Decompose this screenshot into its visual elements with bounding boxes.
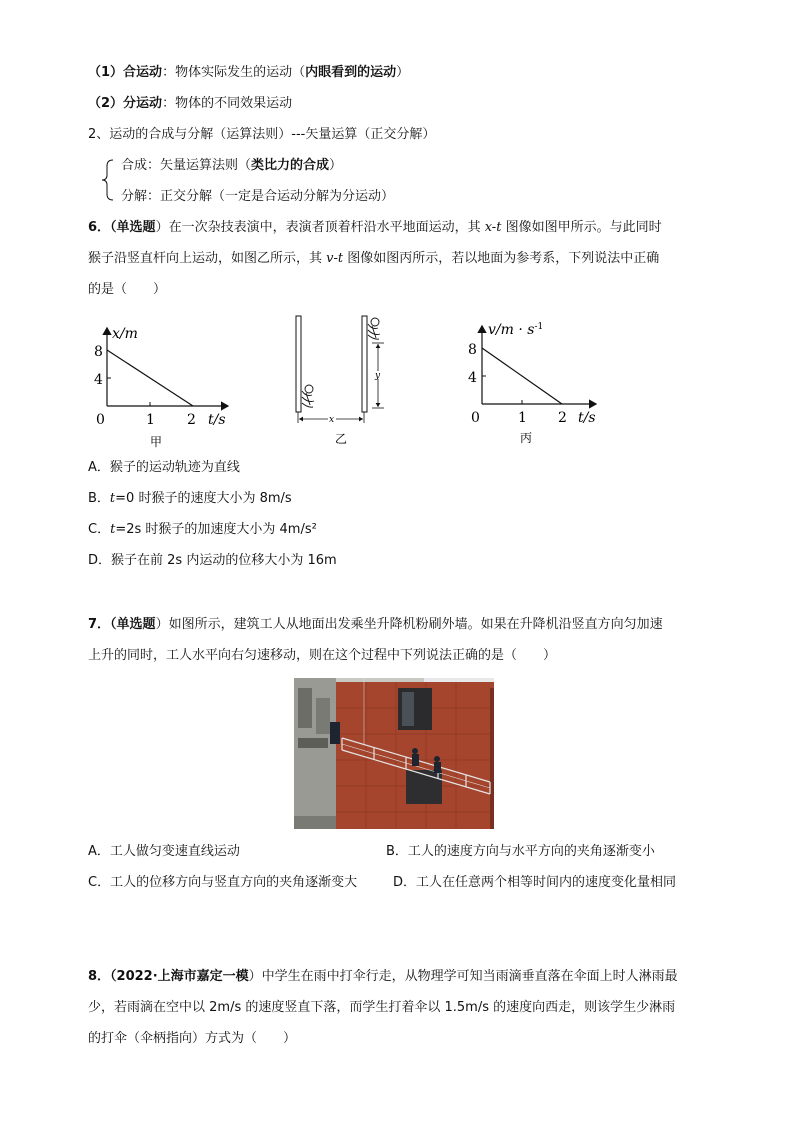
jia-xtick-label-1: 1 <box>146 412 155 428</box>
q8-line-3: 的打伞（伞柄指向）方式为（ ） <box>88 1031 297 1046</box>
q7-option-a: A．工人做匀变速直线运动 <box>88 844 240 859</box>
bing-ylabel-main: v/m · s <box>488 322 535 338</box>
bing-ytick-label-4: 4 <box>468 370 477 386</box>
figure-jia-xt-graph <box>80 318 240 450</box>
q7-line-2: 上升的同时，工人水平向右匀速移动，则在这个过程中下列说法正确的是（ ） <box>88 648 557 663</box>
q7-option-d: D．工人在任意两个相等时间内的速度变化量相同 <box>393 875 677 890</box>
yi-pole-right <box>362 316 367 412</box>
q6-line-2: 猴子沿竖直杆向上运动，如图乙所示，其 v-t 图像如图丙所示，若以地面为参考系，下列说法中正确 <box>88 251 660 266</box>
jia-caption: 甲 <box>150 435 163 449</box>
bing-xtick-label-1: 1 <box>518 410 527 426</box>
q6-line-1: 6．（单选题）在一次杂技表演中，表演者顶着杆沿水平地面运动，其 x-t 图像如图甲所示。与此同时 <box>88 220 662 235</box>
yi-monkey-bottom <box>302 385 314 407</box>
bing-ylabel <box>488 322 543 338</box>
jia-ylabel: x/m <box>112 326 138 342</box>
jia-series-line <box>107 350 193 406</box>
bing-series-line <box>482 348 562 404</box>
yi-caption: 乙 <box>335 432 348 446</box>
photo-window-bottom <box>406 770 442 804</box>
q6-option-b: B．t=0 时猴子的速度大小为 8m/s <box>88 491 292 506</box>
photo-wall-post <box>490 688 494 829</box>
curly-brace <box>101 159 115 201</box>
q7-option-c: C．工人的位移方向与竖直方向的夹角逐渐变大 <box>88 875 358 890</box>
intro-line-1: （1）合运动：物体实际发生的运动（内眼看到的运动） <box>88 65 410 80</box>
building-gondola-photo <box>294 678 494 829</box>
bing-xtick-label-0: 0 <box>471 410 480 426</box>
photo-ground <box>294 816 336 829</box>
jia-xtick-label-0: 0 <box>96 412 105 428</box>
q6-option-c: C．t=2s 时猴子的加速度大小为 4m/s² <box>88 522 317 537</box>
q6-line-3: 的是（ ） <box>88 282 167 297</box>
intro-line-4: 合成：矢量运算法则（类比力的合成） <box>121 158 343 173</box>
jia-ytick-label-8: 8 <box>94 344 103 360</box>
jia-ytick-label-4: 4 <box>94 372 103 388</box>
jia-xlabel: t/s <box>208 412 226 428</box>
bing-caption: 丙 <box>520 431 533 445</box>
q7-option-b: B．工人的速度方向与水平方向的夹角逐渐变小 <box>386 844 655 859</box>
q8-line-1: 8．（2022·上海市嘉定一模）中学生在雨中打伞行走，从物理学可知当雨滴垂直落在伞面上时人淋雨最 <box>88 969 678 984</box>
yi-pole-left <box>296 316 301 412</box>
bing-ylabel-sup: -1 <box>534 322 544 332</box>
figure-bing-vt-graph <box>436 318 606 448</box>
bing-xtick-label-2: 2 <box>558 410 567 426</box>
intro-line-2: （2）分运动：物体的不同效果运动 <box>88 96 293 111</box>
yi-monkey-top <box>368 318 380 339</box>
q8-line-2: 少，若雨滴在空中以 2m/s 的速度竖直下落，而学生打着伞以 1.5m/s 的速度向西走，则该学生少淋雨 <box>88 1000 676 1015</box>
bing-ytick-label-8: 8 <box>468 342 477 358</box>
q6-option-d: D．猴子在前 2s 内运动的位移大小为 16m <box>88 553 337 568</box>
figure-yi-diagram <box>288 313 398 447</box>
intro-line-3: 2、运动的合成与分解（运算法则）---矢量运算（正交分解） <box>88 127 436 142</box>
intro-line-5: 分解：正交分解（一定是合运动分解为分运动） <box>121 189 395 204</box>
q7-line-1: 7．（单选题）如图所示，建筑工人从地面出发乘坐升降机粉刷外墙。如果在升降机沿竖直方向匀加速 <box>88 617 663 632</box>
yi-x-label: x <box>329 415 335 425</box>
jia-xtick-label-2: 2 <box>187 412 196 428</box>
bing-xlabel: t/s <box>578 410 596 426</box>
q6-option-a: A．猴子的运动轨迹为直线 <box>88 460 240 475</box>
yi-y-label: y <box>375 371 381 381</box>
